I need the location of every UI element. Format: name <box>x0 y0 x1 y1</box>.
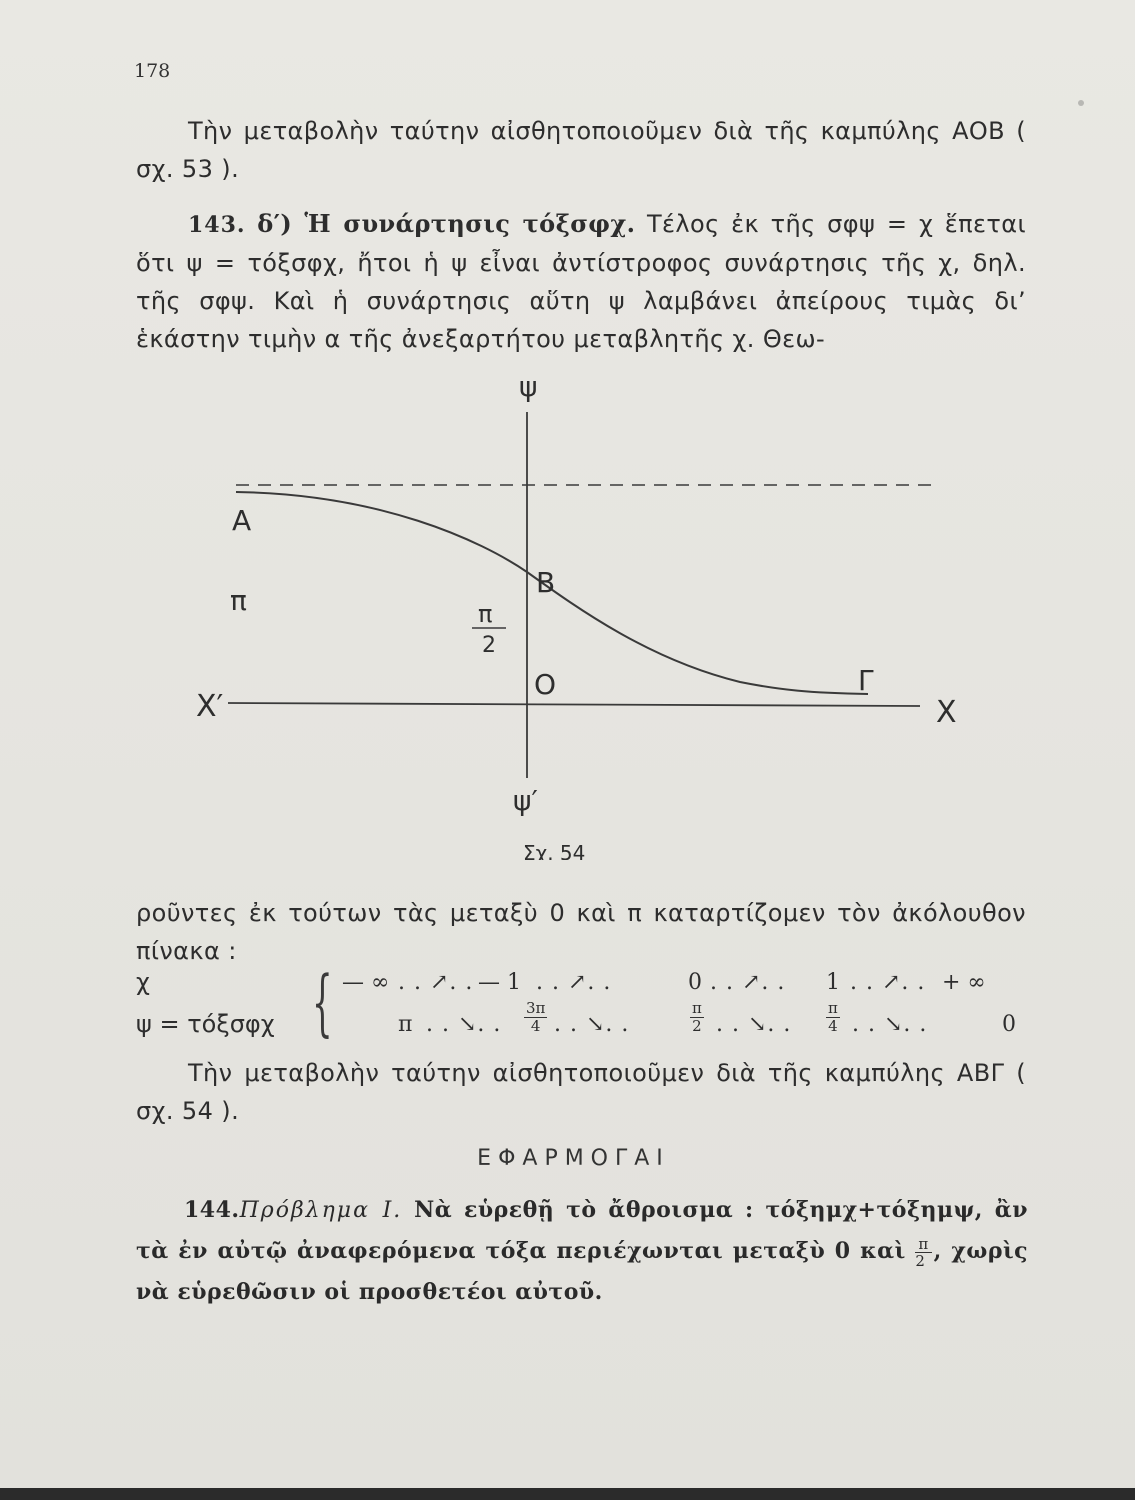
fraction-numerator: π <box>915 1236 931 1253</box>
table-cell: 0 <box>1002 1012 1016 1037</box>
table-brace: { <box>312 960 333 1044</box>
half-pi-numerator: π <box>478 600 493 628</box>
problem-text: Νὰ εὑρεθῇ τὸ ἄθροισμα : τόξημχ+τόξημψ, ἂν τὰ ἐν αὐτῷ ἀναφερόμενα τόξα περιέχωνται μεταξὺ 0 καὶ <box>136 1197 1028 1264</box>
paragraph-text: Τὴν μεταβολὴν ταύτην αἰσθητοποιοῦμεν διὰ τῆς καμπύλης ΑΟΒ ( σχ. 53 ). <box>136 117 1026 183</box>
table-arrow-down: . . ↘. . <box>852 1012 928 1037</box>
x-axis-label: Χ <box>936 695 957 730</box>
section-title: δ′) Ἡ συνάρτησις τόξσφχ. <box>257 209 636 238</box>
x-axis-negative-label: Χ′ <box>196 689 224 724</box>
section-heading-applications: ΕΦΑΡΜΟΓΑΙ <box>477 1146 670 1171</box>
paragraph-curve-aob <box>136 112 1026 188</box>
table-arrow-down: . . ↘. . <box>554 1012 630 1037</box>
half-pi-denominator: 2 <box>482 633 496 658</box>
table-cell: 1 <box>826 970 840 995</box>
fraction-numerator: π <box>828 999 838 1017</box>
problem-label: Πρόβλημα Ι. <box>239 1198 403 1223</box>
point-a-label: Α <box>232 504 252 537</box>
table-fraction <box>524 1000 547 1035</box>
scan-bottom-edge <box>0 1488 1135 1500</box>
table-cell: — 1 <box>478 970 521 995</box>
table-arrow-up: . . ↗. . <box>536 970 612 995</box>
problem-144 <box>136 1190 1028 1313</box>
y-axis-negative-label: ψ′ <box>513 784 538 817</box>
paragraph-curve-abg <box>136 1054 1026 1130</box>
paragraph-section-143 <box>136 205 1026 358</box>
fraction-denominator: 4 <box>828 1017 838 1035</box>
table-cell: 0 <box>688 970 702 995</box>
origin-label: Ο <box>534 668 557 701</box>
table-row-label-x: χ <box>136 968 150 996</box>
arccot-graph <box>180 360 980 860</box>
figure-caption: Σχ. 54 <box>523 841 586 860</box>
value-table <box>136 960 1036 1048</box>
table-row-label-y: ψ = τόξσφχ <box>136 1010 275 1038</box>
paragraph-text: Τὴν μεταβολὴν ταύτην αἰσθητοποιοῦμεν διὰ τῆς καμπύλης ΑΒΓ ( σχ. 54 ). <box>136 1059 1026 1125</box>
table-arrow-down: . . ↘. . <box>716 1012 792 1037</box>
point-b-label: Β <box>536 566 556 599</box>
paragraph-text: Τέλος ἐκ τῆς σφψ = χ ἕπεται ὅτι ψ = τόξσφχ, ἤτοι ἡ ψ εἶναι ἀντίστροφος συνάρτησις τῆς χ, δηλ. τῆς σφψ. Καὶ ἡ συνάρτησις αὕτη ψ λαμβάνει ἀπείρους τιμὰς δι’ ἑκάστην τιμὴν α τῆς ἀνεξαρτήτου μεταβλητῆς χ. Θεω- <box>136 210 1026 353</box>
y-axis-label: ψ <box>519 370 538 403</box>
fraction-denominator: 2 <box>692 1017 702 1035</box>
table-fraction <box>826 1000 840 1035</box>
problem-number: 144. <box>184 1197 240 1223</box>
table-arrow-up: . . ↗. . <box>850 970 926 995</box>
fraction-denominator: 2 <box>915 1251 926 1270</box>
problem-tail: , χωρὶς νὰ εὑρεθῶσιν οἱ προσθετέοι αὐτοῦ. <box>136 1238 1028 1305</box>
table-arrow-up: . . ↗. . <box>398 970 474 995</box>
figure-54 <box>180 360 980 860</box>
point-g-label: Γ <box>858 664 874 697</box>
fraction-numerator: 3π <box>526 999 546 1017</box>
paper-speck <box>1078 100 1084 106</box>
fraction-numerator: π <box>692 999 702 1017</box>
section-number: 143. <box>188 212 246 238</box>
problem-fraction <box>915 1236 931 1269</box>
x-axis-line <box>228 703 920 706</box>
page-number: 178 <box>134 60 171 82</box>
table-arrow-up: . . ↗. . <box>710 970 786 995</box>
pi-label: π <box>230 584 247 617</box>
paragraph-table-intro <box>136 894 1026 970</box>
paragraph-text: ροῦντες ἐκ τούτων τὰς μεταξὺ 0 καὶ π καταρτίζομεν τὸν ἀκόλουθον πίνακα : <box>136 899 1026 965</box>
table-cell: + ∞ <box>942 970 986 995</box>
table-fraction <box>690 1000 704 1035</box>
table-cell: — ∞ <box>342 970 390 995</box>
table-cell: π <box>398 1012 413 1037</box>
table-arrow-down: . . ↘. . <box>426 1012 502 1037</box>
fraction-denominator: 4 <box>530 1017 541 1035</box>
